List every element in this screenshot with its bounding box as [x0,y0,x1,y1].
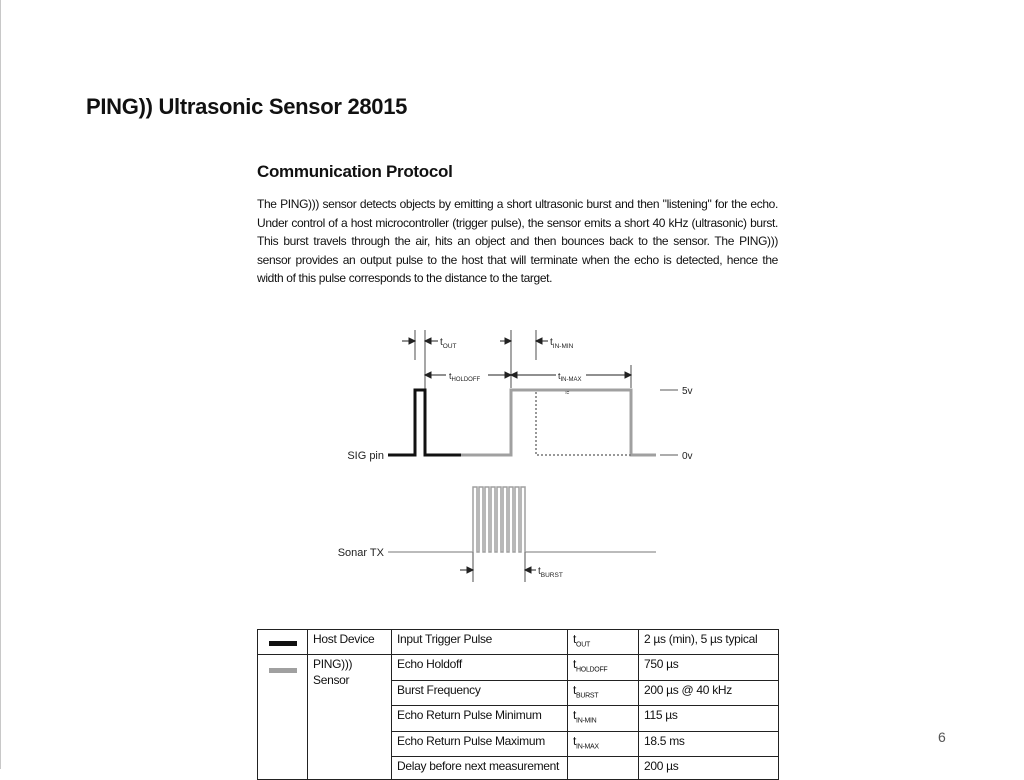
param-cell: Echo Holdoff [392,655,568,680]
symbol-cell: $t_{IN-MAX}$ [568,731,639,756]
param-cell: Delay before next measurement [392,756,568,779]
symbol-cell: $t_{BURST}$ [568,680,639,705]
t-out-label: $t_{OUT}$ [440,337,457,350]
param-cell: Echo Return Pulse Maximum [392,731,568,756]
zero-volt-label: 0v [682,451,693,462]
page-number: 6 [938,729,946,745]
slide-left-border [0,0,1,769]
time-break-mark: ≈ [565,388,570,397]
host-legend-cell [258,630,308,655]
param-cell: Echo Return Pulse Minimum [392,706,568,731]
table-row [258,630,779,655]
device-cell: Host Device [308,630,392,655]
value-cell: 750 µs [639,655,779,680]
host-line-swatch [269,641,297,646]
symbol-cell: $t_{IN-MIN}$ [568,706,639,731]
value-cell: 18.5 ms [639,731,779,756]
device-cell: PING))) Sensor [308,655,392,780]
sig-pin-label: SIG pin [347,450,384,462]
param-cell: Input Trigger Pulse [392,630,568,655]
table-row [258,655,779,680]
sonar-tx-label: Sonar TX [337,547,384,559]
value-cell: 115 µs [639,706,779,731]
t-holdoff-label: $t_{HOLDOFF}$ [449,371,481,383]
timing-spec-table [257,629,779,780]
symbol-cell [568,756,639,779]
protocol-description: The PING))) sensor detects objects by emitting a short ultrasonic burst and then "listening" for the echo. Under control of a host microcontroller (trigger pulse), the sensor emits a short 40 kHz (ultrasonic) burst. This burst travels through the air, hits an object and then bounces back to the sensor. The PING))) sensor provides an output pulse to the host that will terminate when the echo is detected, hence the width of this pulse corresponds to the distance to the target. [257,197,778,285]
diagram-background [330,320,700,595]
sensor-legend-cell [258,655,308,780]
t-in-max-label: $t_{IN-MAX}$ [558,371,582,383]
slide-title: PING)) Ultrasonic Sensor 28015 [86,94,408,119]
symbol-cell: $t_{OUT}$ [568,630,639,655]
t-burst-label: $t_{BURST}$ [538,566,563,579]
section-heading: Communication Protocol [257,162,453,181]
value-cell: 200 µs [639,756,779,779]
value-cell: 2 µs (min), 5 µs typical [639,630,779,655]
value-cell: 200 µs @ 40 kHz [639,680,779,705]
five-volt-label: 5v [682,386,693,397]
param-cell: Burst Frequency [392,680,568,705]
sensor-line-swatch [269,668,297,673]
timing-diagram [330,320,700,595]
symbol-cell: $t_{HOLDOFF}$ [568,655,639,680]
t-in-min-label: $t_{IN-MIN}$ [550,337,574,350]
